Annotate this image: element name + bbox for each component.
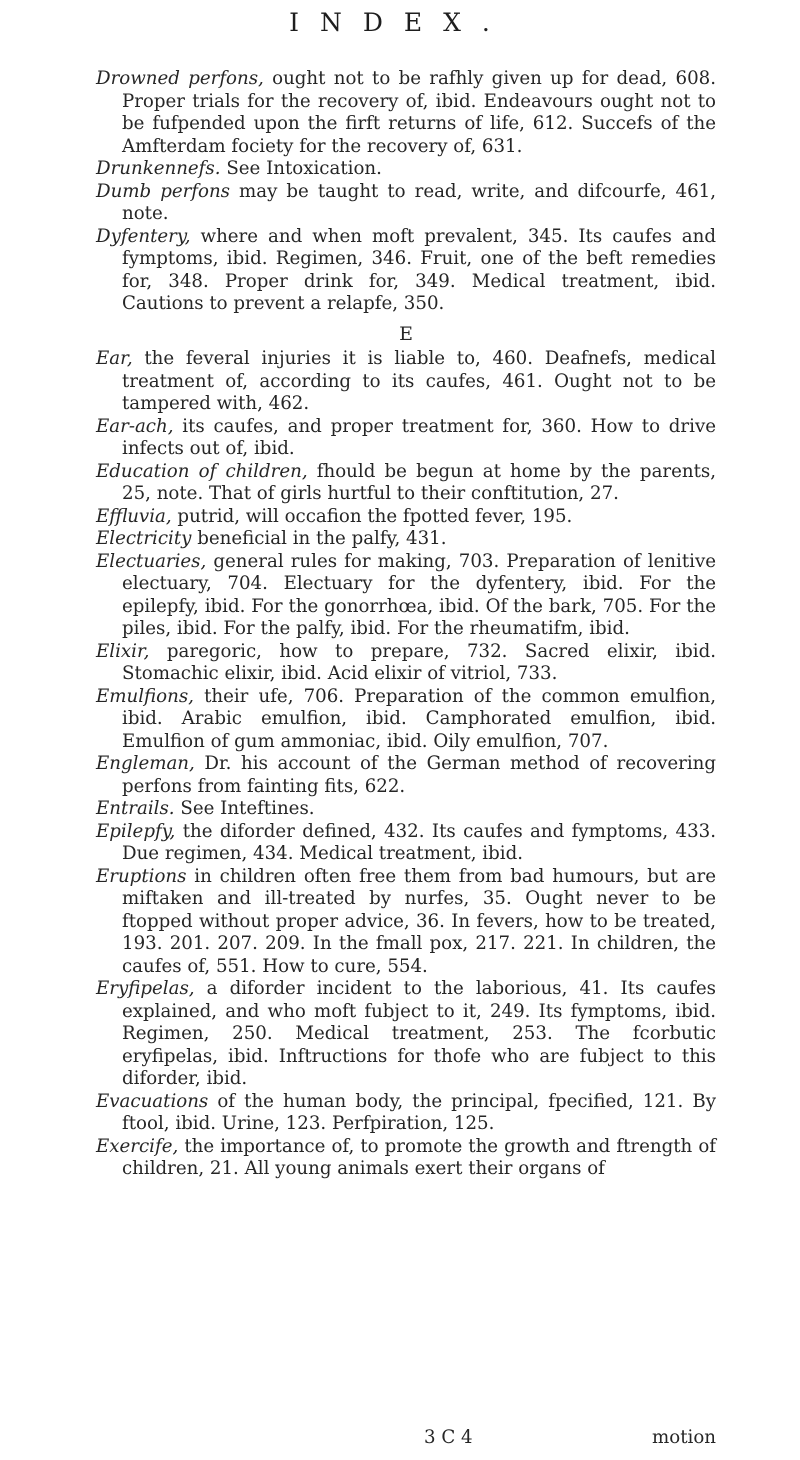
entry-text: Dr. his account of the German method of recovering perfons from fainting fits, 622. [122,753,716,797]
index-entry [96,416,716,461]
entry-headword: Eryfipelas, [96,978,195,999]
page-header: INDEX. [289,8,511,37]
index-entry [96,821,716,866]
entry-headword: Entrails. [96,798,175,819]
entry-headword: Electuaries, [96,550,207,572]
entry-headword: Epilepfy, [96,820,176,842]
entry-headword: Dyfentery, [96,225,191,247]
entry-text: general rules for making, 703. Preparation of lenitive electuary, 704. Electuary for the dyfentery, ibid. For the epilepfy, ibid. For the gonorrhœa, ibid. Of the bark, 705. For the piles, ibid. For the palfy, ibid. For the rheumatifm, ibid. [122,550,716,639]
index-entry [96,528,716,551]
index-entry [96,158,716,181]
entry-text: of the human body, the principal, fpecified, 121. By ftool, ibid. Urine, 123. Perfpiration, 125. [122,1090,716,1134]
entry-headword: Emulfions, [96,685,194,707]
entry-text: ought not to be rafhly given up for dead, 608. Proper trials for the recovery of, ibid. Endeavours ought not to be fufpended upon the firft returns of life, 612. Succefs of the Amfterdam fociety for the recovery of, 631. [122,68,716,157]
index-entry [96,506,716,529]
entry-headword: Drowned perfons, [96,68,264,89]
index-entry [96,866,716,979]
page-footer [96,1427,716,1451]
entry-headword: Evacuations [96,1090,209,1112]
entry-text: where and when moft prevalent, 345. Its caufes and fymptoms, ibid. Regimen, 346. Fruit, one of the beft remedies for, 348. Proper drink for, 349. Medical treatment, ibid. Cautions to prevent a relapfe, 350. [122,225,716,314]
entry-headword: Education of children, [96,460,308,482]
entry-text: their ufe, 706. Preparation of the common emulfion, ibid. Arabic emulfion, ibid. Camphorated emulfion, ibid. Emulfion of gum ammoniac, ibid. Oily emulfion, 707. [122,685,716,752]
entry-headword: Eruptions [96,865,187,887]
index-entry [96,226,716,316]
index-entries [96,68,716,1181]
entry-headword: Ear, [96,348,133,369]
entry-headword: Effluvia, [96,505,172,527]
signature-mark: 3 C 4 [424,1427,473,1448]
index-entry [96,641,716,686]
section-letter: E [399,322,413,345]
index-entry [96,686,716,754]
entry-text: the diforder defined, 432. Its caufes and fymptoms, 433. Due regimen, 434. Medical treatment, ibid. [122,820,716,864]
entry-text: putrid, will occafion the fpotted fever, 195. [171,505,573,527]
catchword: motion [652,1427,716,1448]
entry-text: beneficial in the palfy, 431. [191,528,447,549]
entry-headword: Exercife, [96,1135,179,1157]
entry-text: See Inteftines. [174,798,315,819]
entry-headword: Elixir, [96,640,150,662]
index-entry [96,461,716,506]
entry-headword: Drunkennefs. [96,158,221,179]
entry-headword: Dumb perfons [96,180,231,202]
index-entry [96,348,716,416]
index-entry [96,551,716,641]
index-entry [96,978,716,1091]
index-entry [96,181,716,226]
entry-text: See Intoxication. [220,158,382,179]
entry-text: in children often free them from bad humours, but are miftaken and ill-treated by nurfes, 35. Ought never to be ftopped without proper advice, 36. In fevers, how to be treated, 193. 201. 207. 209. In the fmall pox, 217. 221. In children, the caufes of, 551. How to cure, 554. [122,865,716,977]
entry-text: paregoric, how to prepare, 732. Sacred elixir, ibid. Stomachic elixir, ibid. Acid elixir of vitriol, 733. [122,640,716,684]
index-entry [96,68,716,158]
entry-text: fhould be begun at home by the parents, 25, note. That of girls hurtful to their conftitution, 27. [122,460,717,504]
entry-text: the importance of, to promote the growth and ftrength of children, 21. All young animals exert their organs of [122,1135,716,1179]
entry-headword: Electricity [96,528,192,549]
entry-text: the feveral injuries it is liable to, 460. Deafnefs, medical treatment of, according to its caufes, 461. Ought not to be tampered with, 462. [122,348,716,414]
entry-text: may be taught to read, write, and difcourfe, 461, note. [122,180,717,224]
entry-text: its caufes, and proper treatment for, 360. How to drive infects out of, ibid. [122,415,716,459]
index-entry [96,798,716,821]
index-entry [96,753,716,798]
entry-headword: Ear-ach, [96,415,174,437]
entry-headword: Engleman, [96,753,195,774]
index-entry [96,1091,716,1136]
index-entry [96,1136,716,1181]
entry-text: a diforder incident to the laborious, 41. Its caufes explained, and who moft fubject to it, 249. Its fymptoms, ibid. Regimen, 250. Medical treatment, 253. The fcorbutic eryfipelas, ibid. Inftructions for thofe who are fubject to this diforder, ibid. [122,978,716,1089]
